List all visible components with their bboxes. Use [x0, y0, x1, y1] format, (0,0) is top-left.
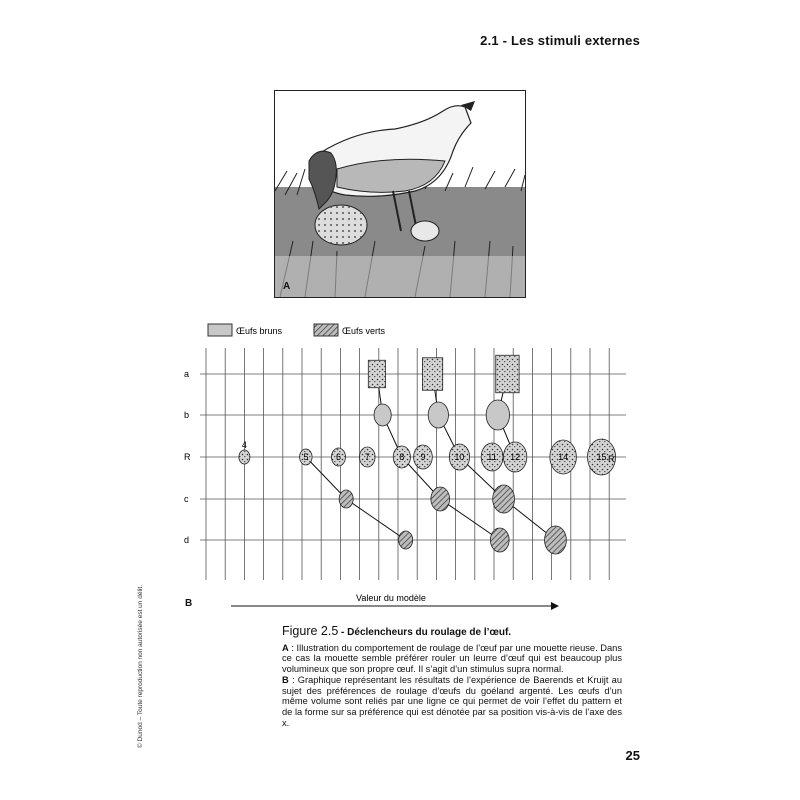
- egg-preference-chart: [176, 318, 626, 623]
- caption-title: [282, 626, 622, 639]
- legend-swatch-green: [314, 324, 338, 336]
- egg-link: [402, 457, 500, 540]
- figure-number: Figure 2.5: [282, 624, 339, 638]
- egg-green: [339, 490, 353, 508]
- legend-brown-label: Œufs bruns: [236, 326, 283, 336]
- title-dash: -: [338, 627, 348, 638]
- egg-label: 7: [364, 452, 370, 462]
- egg-label: 5: [303, 452, 309, 462]
- egg-block: [422, 358, 442, 391]
- egg-label: 6: [335, 452, 341, 462]
- egg-green: [493, 485, 515, 513]
- caption-b: [282, 675, 622, 729]
- egg-label: 15: [596, 452, 607, 462]
- chart-svg: [176, 318, 626, 618]
- r-right-label: R: [608, 454, 615, 464]
- figure-caption: [282, 626, 622, 728]
- egg-brown: [374, 404, 391, 426]
- caption-a-label: A: [282, 642, 289, 653]
- egg-block: [496, 355, 519, 393]
- legend-green-label: Œufs verts: [342, 326, 386, 336]
- egg-green: [431, 487, 450, 511]
- egg-brown: [428, 402, 448, 428]
- copyright-note: © Dunod – Toute reproduction non autorisée est un délit.: [137, 585, 144, 748]
- egg-green: [399, 531, 413, 549]
- egg-label: 8: [399, 452, 405, 462]
- egg-label: 4: [241, 440, 247, 450]
- egg-label: 9: [420, 452, 426, 462]
- page-number: 25: [625, 748, 640, 763]
- figure-title: Déclencheurs du roulage de l’œuf.: [347, 627, 512, 638]
- egg-label: 11: [487, 452, 497, 462]
- egg-label: 10: [454, 452, 465, 462]
- caption-a: [282, 643, 622, 675]
- egg-green: [490, 528, 509, 552]
- gull-illustration: [274, 90, 526, 298]
- x-axis-arrowhead: [551, 602, 559, 610]
- legend-swatch-brown: [208, 324, 232, 336]
- y-label-c: c: [184, 494, 189, 504]
- caption-a-text: : Illustration du comportement de roulage de l’œuf par une mouette rieuse. Dans ce cas la mouette semble préférer rouler un leurre d’œuf qui est beaucoup plus volumineux que son propre œuf. Il s’agit d’un stimulus supra normal.: [282, 642, 622, 675]
- y-label-R: R: [184, 452, 191, 462]
- figure-label-a: A: [283, 281, 291, 292]
- egg-block: [368, 360, 385, 388]
- egg-green: [545, 526, 567, 554]
- egg-speckled: [239, 450, 250, 464]
- x-axis-label: Valeur du modèle: [356, 593, 426, 603]
- egg-label: 14: [558, 452, 569, 462]
- egg-brown: [486, 400, 509, 430]
- figure-label-b: B: [185, 598, 193, 609]
- egg-label: 12: [510, 452, 521, 462]
- y-label-d: d: [184, 535, 190, 545]
- y-label-a: a: [184, 369, 190, 379]
- running-header: 2.1 - Les stimuli externes: [480, 33, 640, 48]
- caption-b-text: : Graphique représentant les résultats de l’expérience de Baerends et Kruijt au sujet des préférences de roulage d’œufs du goéland argenté. Les œufs d’un même volume sont reliés par une ligne ce qui permet de voir l’effet du pattern et de la forme sur sa préférence qui est dénotée par sa position vis-à-vis de l’axe des x.: [282, 674, 622, 728]
- caption-b-label: B: [282, 674, 289, 685]
- y-label-b: b: [184, 410, 190, 420]
